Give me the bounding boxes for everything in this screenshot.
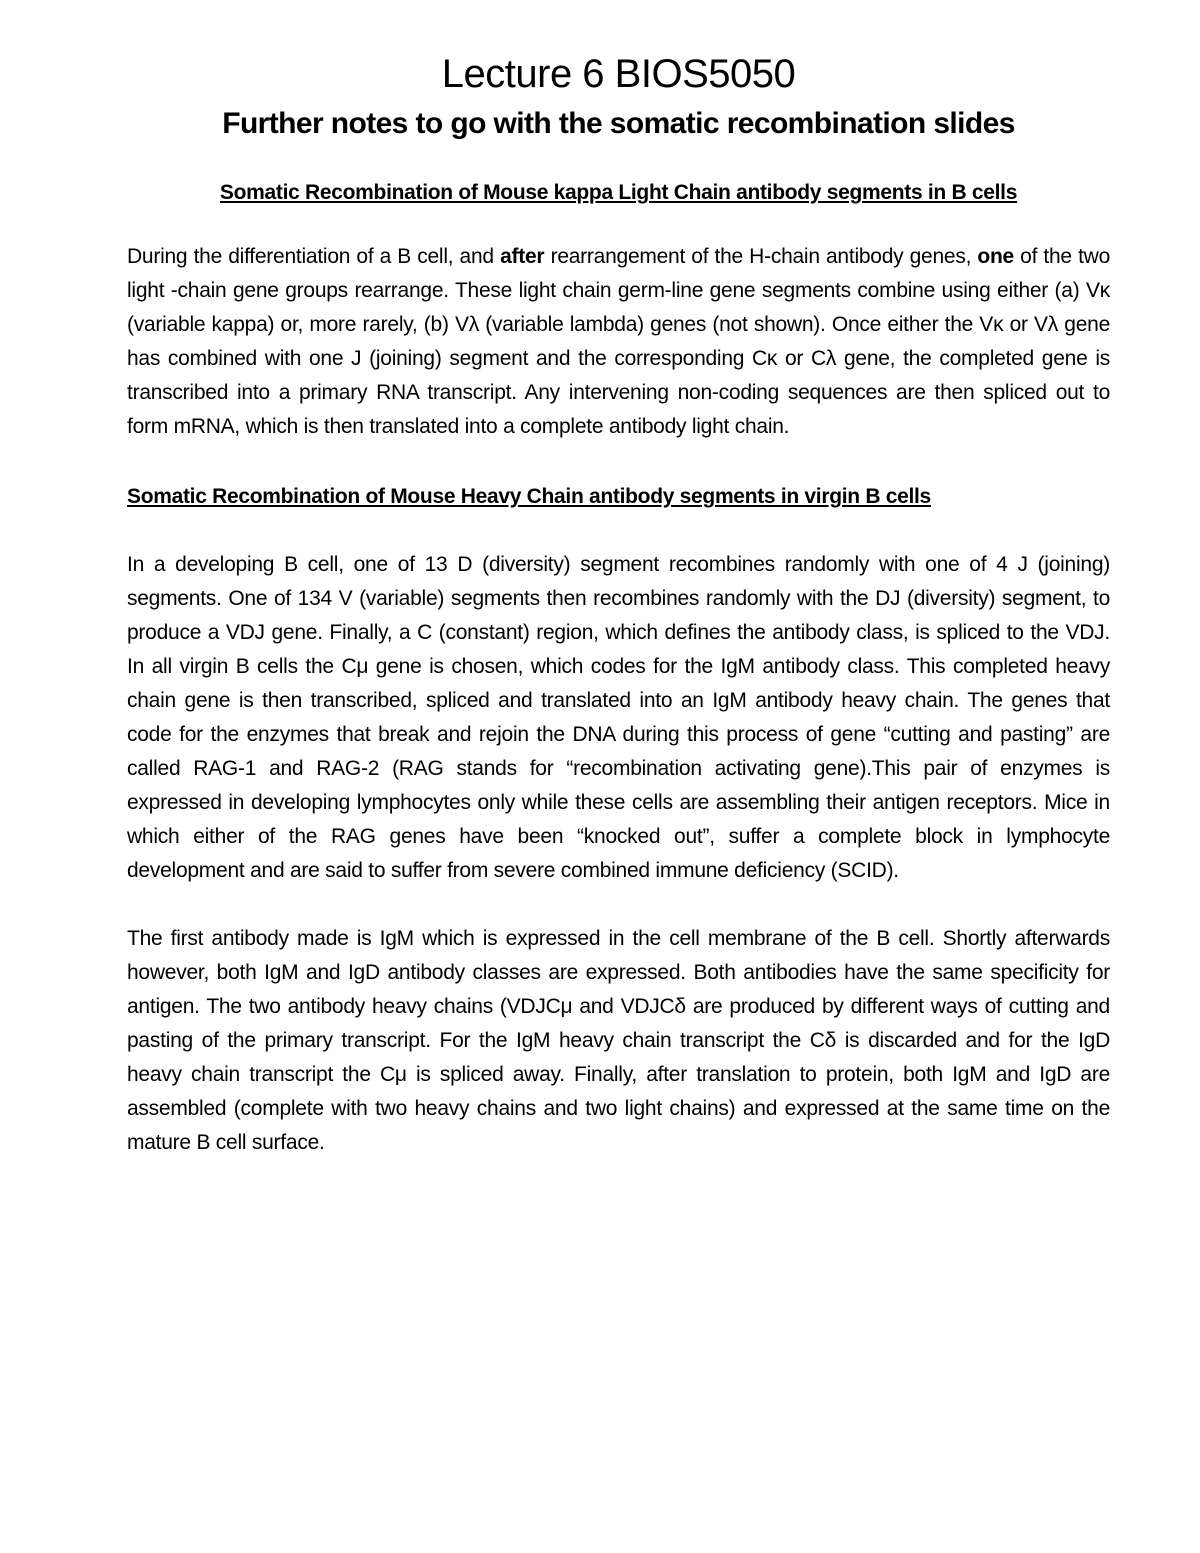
emphasis-one: one	[977, 245, 1014, 268]
paragraph-text: of the two light -chain gene groups rearrange. These light chain germ-line gene segments combine using either (a) Vκ (variable kappa) or, more rarely, (b) Vλ (variable lambda) genes (not shown). Once either the Vκ or Vλ gene has combined with one J (joining) segment and the corresponding Cκ or Cλ gene, the completed gene is transcribed into a primary RNA transcript. Any intervening non-coding sequences are then spliced out to form mRNA, which is then translated into a complete antibody light chain.	[127, 245, 1111, 438]
section-heading-heavy-chain: Somatic Recombination of Mouse Heavy Chain antibody segments in virgin B cells	[127, 485, 931, 508]
paragraph-heavy-chain-recombination: In a developing B cell, one of 13 D (diversity) segment recombines randomly with one of 4 J (joining) segments. One of 134 V (variable) segments then recombines randomly with the DJ (diversity) segment, to produce a VDJ gene. Finally, a C (constant) region, which defines the antibody class, is spliced to the VDJ. In all virgin B cells the Cμ gene is chosen, which codes for the IgM antibody class. This completed heavy chain gene is then transcribed, spliced and translated into an IgM antibody heavy chain. The genes that code for the enzymes that break and rejoin the DNA during this process of gene “cutting and pasting” are called RAG-1 and RAG-2 (RAG stands for “recombination activating gene).This pair of enzymes is expressed in developing lymphocytes only while these cells are assembling their antigen receptors. Mice in which either of the RAG genes have been “knocked out”, suffer a complete block in lymphocyte development and are said to suffer from severe combined immune deficiency (SCID).	[127, 553, 1110, 882]
paragraph-text: During the differentiation of a B cell, and	[127, 245, 501, 268]
paragraph-text: rearrangement of the H-chain antibody genes,	[544, 245, 978, 268]
paragraph-kappa-light-chain	[127, 240, 1110, 444]
document-title: Lecture 6 BIOS5050	[441, 52, 796, 96]
emphasis-after: after	[500, 245, 545, 268]
document-subtitle: Further notes to go with the somatic recombination slides	[222, 107, 1015, 140]
document-page	[127, 48, 1110, 1160]
paragraph-igm-igd-expression: The first antibody made is IgM which is expressed in the cell membrane of the B cell. Shortly afterwards however, both IgM and IgD antibody classes are expressed. Both antibodies have the same specificity for antigen. The two antibody heavy chains (VDJCμ and VDJCδ are produced by different ways of cutting and pasting of the primary transcript. For the IgM heavy chain transcript the Cδ is discarded and for the IgD heavy chain transcript the Cμ is spliced away. Finally, after translation to protein, both IgM and IgD are assembled (complete with two heavy chains and two light chains) and expressed at the same time on the mature B cell surface.	[127, 927, 1110, 1154]
section-heading-kappa-light-chain: Somatic Recombination of Mouse kappa Light Chain antibody segments in B cells	[219, 181, 1018, 204]
